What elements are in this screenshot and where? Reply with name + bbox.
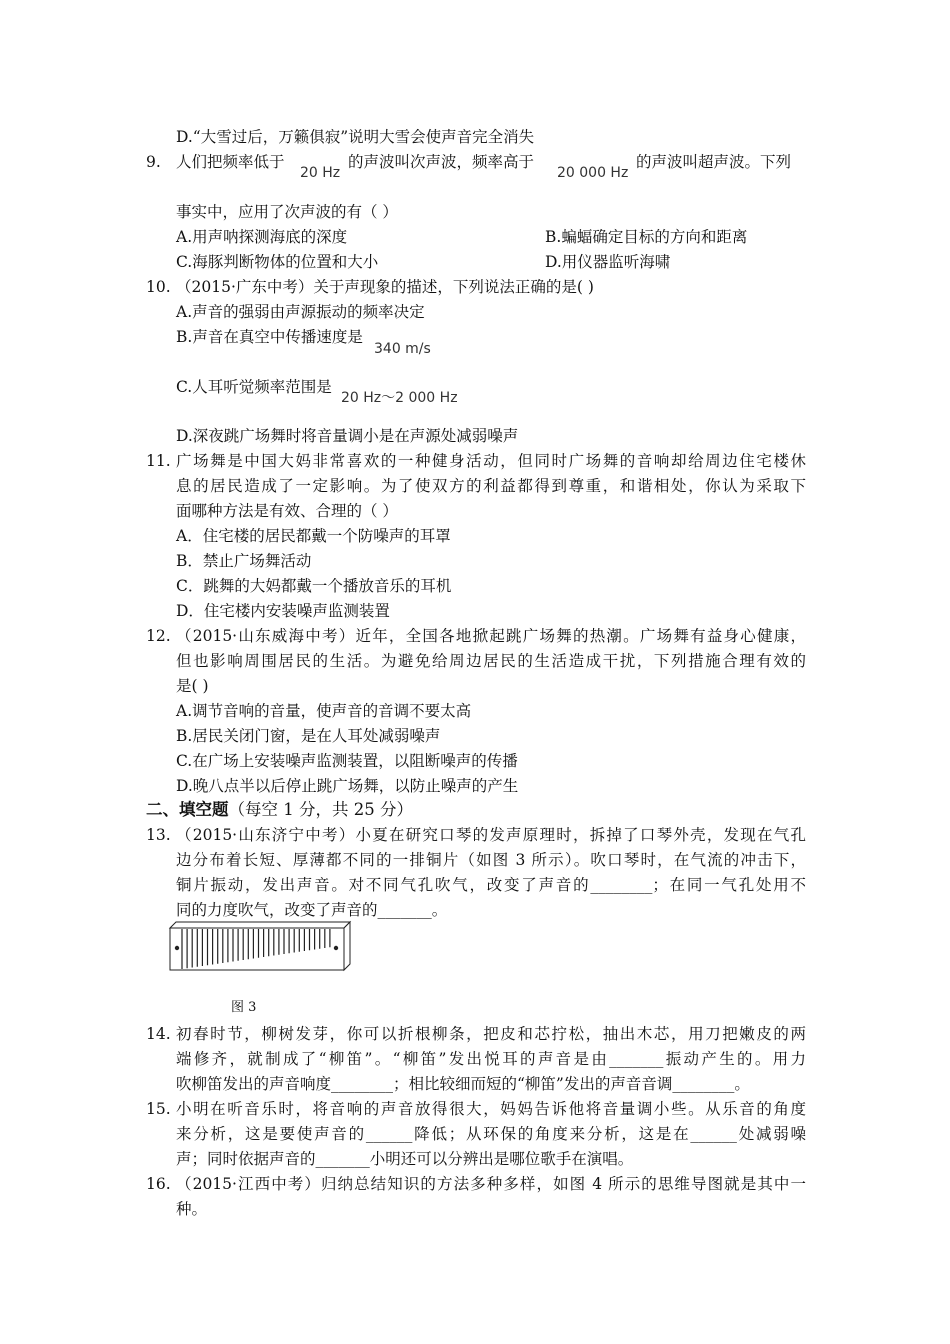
q9-formula-20000hz: 20 000 Hz (557, 165, 629, 181)
q12-stem-line1: （2015·山东威海中考）近年，全国各地掀起跳广场舞的热潮。广场舞有益身心健康， (176, 627, 806, 645)
q10-option-c: C.人耳听觉频率范围是 (176, 378, 332, 396)
q12-option-d: D.晚八点半以后停止跳广场舞，以防止噪声的产生 (176, 777, 519, 795)
q9-option-a: A.用声呐探测海底的深度 (176, 228, 348, 246)
q13-stem-line2: 边分布着长短、厚薄都不同的一排铜片（如图 3 所示）。吹口琴时，在气流的冲击下， (176, 851, 806, 869)
q13-number: 13. (146, 826, 171, 844)
q16-stem-line2: 种。 (176, 1200, 208, 1218)
q10-option-d: D.深夜跳广场舞时将音量调小是在声源处减弱噪声 (176, 427, 519, 445)
q11-number: 11. (146, 452, 171, 470)
q14-number: 14. (146, 1025, 171, 1043)
q13-stem-line1: （2015·山东济宁中考）小夏在研究口琴的发声原理时，拆掉了口琴外壳，发现在气孔 (176, 826, 806, 844)
q11-stem-line2: 息的居民造成了一定影响。为了使双方的利益都得到尊重，和谐相处，你认为采取下 (176, 477, 806, 495)
q15-stem-line2: 来分析，这是要使声音的______降低；从环保的角度来分析，这是在______处减弱噪 (176, 1125, 806, 1143)
q11-option-a: A．住宅楼的居民都戴一个防噪声的耳罩 (176, 527, 451, 545)
q11-option-c: C．跳舞的大妈都戴一个播放音乐的耳机 (176, 577, 452, 595)
q12-option-b: B.居民关闭门窗，是在人耳处减弱噪声 (176, 727, 441, 745)
q10-stem: （2015·广东中考）关于声现象的描述，下列说法正确的是( ) (176, 278, 594, 296)
q11-option-b: B．禁止广场舞活动 (176, 552, 312, 570)
q10-formula-340ms: 340 m/s (374, 341, 431, 357)
q11-stem-line1: 广场舞是中国大妈非常喜欢的一种健身活动，但同时广场舞的音响却给周边住宅楼休 (176, 452, 806, 470)
q10-option-a: A.声音的强弱由声源振动的频率决定 (176, 303, 425, 321)
q9-option-b: B.蝙蝠确定目标的方向和距离 (545, 228, 748, 246)
q11-option-d: D．住宅楼内安装噪声监测装置 (176, 602, 390, 620)
q9-stem-part-b: 的声波叫次声波，频率高于 (348, 153, 535, 171)
q14-stem-line1: 初春时节，柳树发芽，你可以折根柳条，把皮和芯拧松，抽出木芯，用刀把嫩皮的两 (176, 1025, 806, 1043)
q8-option-d: D.“大雪过后，万籁俱寂”说明大雪会使声音完全消失 (176, 128, 535, 146)
q9-stem-part-a: 人们把频率低于 (176, 153, 285, 171)
section-scoring-note: （每空 1 分，共 25 分） (228, 800, 413, 819)
q15-number: 15. (146, 1100, 171, 1118)
q10-formula-hearing-range: 20 Hz～2 000 Hz (341, 390, 458, 406)
q14-stem-line3: 吹柳笛发出的声音响度________；相比较细而短的“柳笛”发出的声音音调________。 (176, 1075, 750, 1093)
q10-number: 10. (146, 278, 171, 296)
q14-stem-line2: 端修齐，就制成了“柳笛”。“柳笛”发出悦耳的声音是由_______振动产生的。用力 (176, 1050, 806, 1068)
q12-number: 12. (146, 627, 171, 645)
q9-number: 9. (146, 153, 161, 171)
q11-stem-line3: 面哪种方法是有效、合理的（ ） (176, 502, 398, 520)
q9-stem-part-c: 的声波叫超声波。下列 (636, 153, 792, 171)
q10-option-b: B.声音在真空中传播速度是 (176, 328, 363, 346)
q12-option-a: A.调节音响的音量，使声音的音调不要太高 (176, 702, 472, 720)
figure-3-caption: 图 3 (231, 1000, 257, 1015)
section-title: 二、填空题 (146, 800, 229, 819)
q12-stem-line2: 但也影响周围居民的生活。为避免给周边居民的生活造成干扰，下列措施合理有效的 (176, 652, 806, 670)
q9-option-c: C.海豚判断物体的位置和大小 (176, 253, 379, 271)
q9-option-d: D.用仪器监听海啸 (545, 253, 671, 271)
harmonica-reed-figure (168, 920, 354, 972)
q15-stem-line1: 小明在听音乐时，将音响的声音放得很大，妈妈告诉他将音量调小些。从乐音的角度 (176, 1100, 806, 1118)
q16-number: 16. (146, 1175, 171, 1193)
q12-option-c: C.在广场上安装噪声监测装置，以阻断噪声的传播 (176, 752, 518, 770)
q13-stem-line4: 同的力度吹气，改变了声音的_______。 (176, 901, 448, 919)
q12-stem-line3: 是( ) (176, 677, 209, 695)
q16-stem-line1: （2015·江西中考）归纳总结知识的方法多种多样，如图 4 所示的思维导图就是其中一 (176, 1175, 806, 1193)
q9-formula-20hz: 20 Hz (300, 165, 341, 181)
q9-stem-line2: 事实中，应用了次声波的有（ ） (176, 203, 398, 221)
section-heading (146, 800, 413, 820)
q15-stem-line3: 声；同时依据声音的_______小明还可以分辨出是哪位歌手在演唱。 (176, 1150, 634, 1168)
q13-stem-line3: 铜片振动，发出声音。对不同气孔吹气，改变了声音的________；在同一气孔处用不 (176, 876, 806, 894)
